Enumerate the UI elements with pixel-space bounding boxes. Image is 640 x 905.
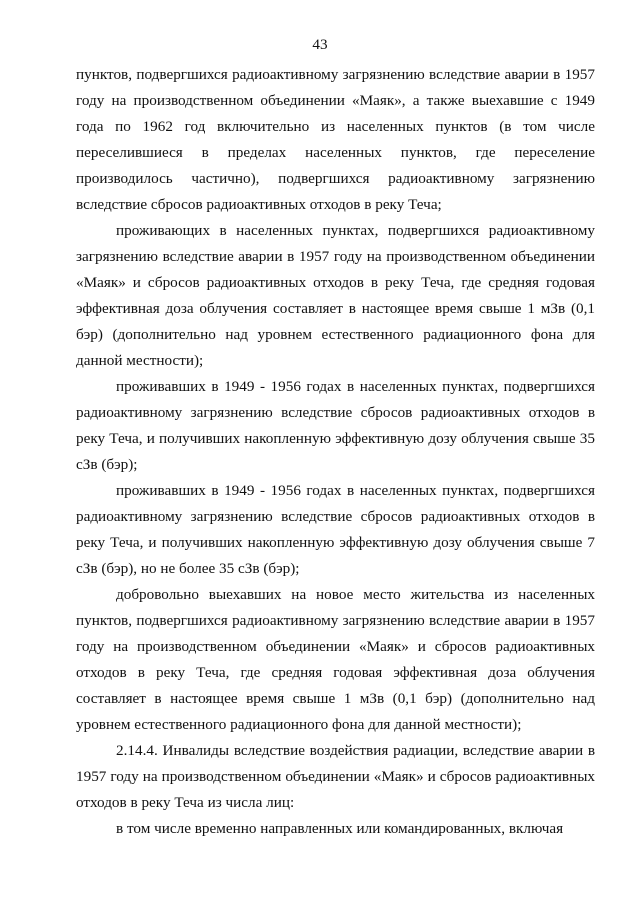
paragraph-residents-current: проживающих в населенных пунктах, подвергшихся радиоактивному загрязнению вследствие аварии в 1957 году на производственном объединении «Маяк» и сбросов радиоактивных отходов в реку Теча, где средняя годовая эффективная доза облучения составляет в настоящее время свыше 1 мЗв (0,1 бэр) (дополнительно над уровнем естественного радиационного фона для данной местности); — [76, 222, 595, 369]
paragraph-temporarily-assigned: в том числе временно направленных или командированных, включая — [116, 820, 564, 837]
paragraph-residents-1949-1956-over-35: проживавших в 1949 - 1956 годах в населенных пунктах, подвергшихся радиоактивному загрязнению вследствие сбросов радиоактивных отходов в реку Теча, и получивших накопленную эффективную дозу облучения свыше 35 сЗв (бэр); — [76, 378, 595, 473]
page-number: 43 — [312, 36, 328, 53]
paragraph-residents-1949-1956-7-to-35: проживавших в 1949 - 1956 годах в населенных пунктах, подвергшихся радиоактивному загрязнению вследствие сбросов радиоактивных отходов в реку Теча, и получивших накопленную эффективную дозу облучения свыше 7 сЗв (бэр), но не более 35 сЗв (бэр); — [76, 482, 595, 577]
body-text — [76, 62, 595, 842]
paragraph-voluntary-relocation: добровольно выехавших на новое место жительства из населенных пунктов, подвергшихся радиоактивному загрязнению вследствие аварии в 1957 году на производственном объединении «Маяк» и сбросов радиоактивных отходов в реку Теча, где средняя годовая эффективная доза облучения составляет в настоящее время свыше 1 мЗв (0,1 бэр) (дополнительно над уровнем естественного радиационного фона для данной местности); — [76, 586, 595, 733]
paragraph-section-2-14-4: 2.14.4. Инвалиды вследствие воздействия радиации, вследствие аварии в 1957 году на производственном объединении «Маяк» и сбросов радиоактивных отходов в реку Теча из числа лиц: — [76, 742, 595, 811]
paragraph-continuation: пунктов, подвергшихся радиоактивному загрязнению вследствие аварии в 1957 году на производственном объединении «Маяк», а также выехавшие с 1949 года по 1962 год включительно из населенных пунктов (в том числе переселившиеся в пределах населенных пунктов, где переселение производилось частично), подвергшихся радиоактивному загрязнению вследствие сбросов радиоактивных отходов в реку Теча; — [76, 66, 595, 213]
